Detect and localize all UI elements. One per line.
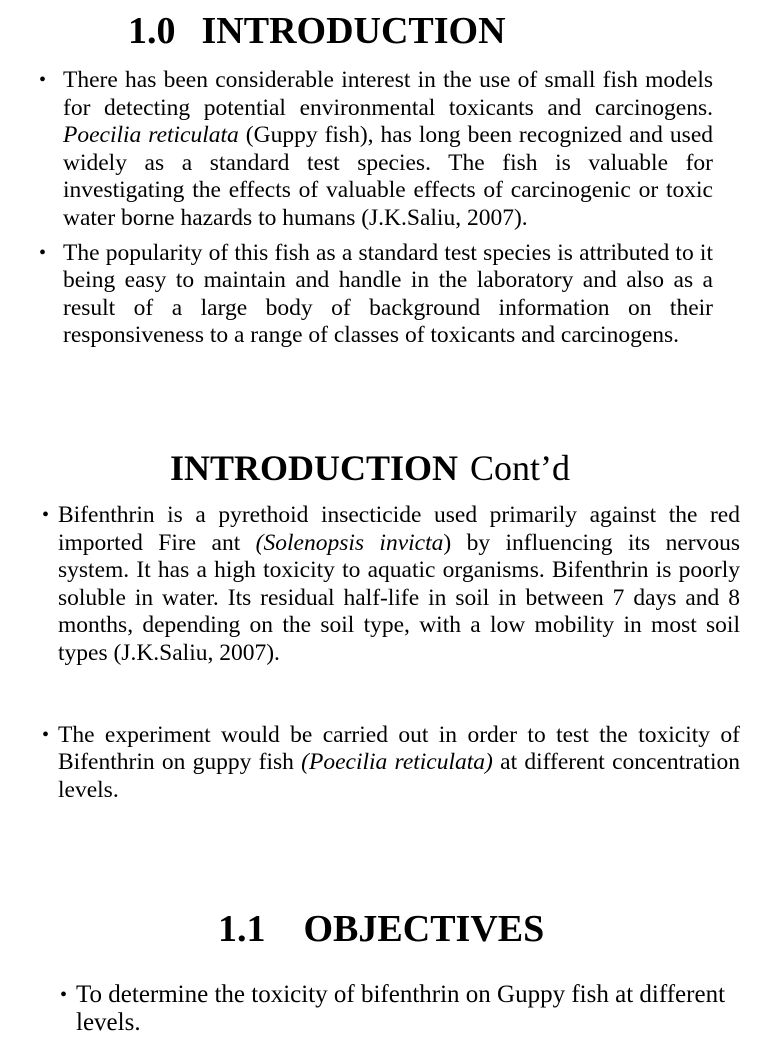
bullet-icon: • (60, 984, 68, 1006)
bullet-text: There has been considerable interest in the use of small fish models for detecting potential environmental toxicants and carcinogens. (63, 67, 713, 121)
bullet-icon: • (39, 241, 47, 264)
section-title-suffix: Cont’d (470, 448, 571, 488)
objectives-heading (218, 910, 544, 948)
section-number: 1.1 (218, 908, 266, 950)
section-title: INTRODUCTION (170, 448, 459, 488)
bullet-icon: • (39, 69, 47, 91)
bullet-icon: • (42, 723, 50, 746)
contd-bullet-bifenthrin (42, 502, 740, 668)
objectives-bullet-list (60, 981, 736, 1037)
objective-bullet-toxicity (60, 981, 736, 1037)
section-title: INTRODUCTION (201, 10, 506, 52)
introduction-heading (128, 12, 506, 50)
bullet-text: at different concentration levels. (58, 749, 740, 803)
introduction-bullet-list (39, 67, 713, 350)
contd-bullet-experiment (42, 721, 740, 805)
introduction-bullet-guppy-models (39, 67, 713, 233)
introduction-contd-heading (170, 450, 570, 486)
bullet-text: To determine the toxicity of bifenthrin on Guppy fish at different levels. (76, 981, 726, 1036)
section-number: 1.0 (128, 10, 176, 52)
species-name: Poecilia reticulata (63, 122, 239, 149)
bullet-text: Bifenthrin is a pyrethoid insecticide used primarily against the red imported Fire ant (58, 502, 740, 556)
species-name: (Solenopsis invicta (255, 529, 444, 556)
bullet-text: The experiment would be carried out in order to test the toxicity of Bifenthrin on guppy fish (58, 721, 740, 776)
bullet-text: (Guppy fish), has long been recognized and used widely as a standard test species. The fish is valuable for investigating the effects of valuable effects of carcinogenic or toxic water borne hazards to humans (J.K.Saliu, 2007). (63, 122, 713, 231)
introduction-contd-bullet-list (42, 502, 740, 804)
species-name: (Poecilia reticulata) (301, 749, 493, 776)
section-title: OBJECTIVES (303, 908, 545, 950)
bullet-icon: • (42, 504, 50, 526)
bullet-text: The popularity of this fish as a standard test species is attributed to it being easy to maintain and handle in the laboratory and also as a result of a large body of background information on their responsiveness to a range of classes of toxicants and carcinogens. (63, 239, 713, 349)
introduction-bullet-popularity (39, 239, 713, 350)
bullet-text: ) by influencing its nervous system. It has a high toxicity to aquatic organisms. Bifenthrin is poorly soluble in water. Its residual half-life in soil in between 7 days and 8 months, depending on the soil type, with a low mobility in most soil types (J.K.Saliu, 2007). (58, 529, 740, 666)
